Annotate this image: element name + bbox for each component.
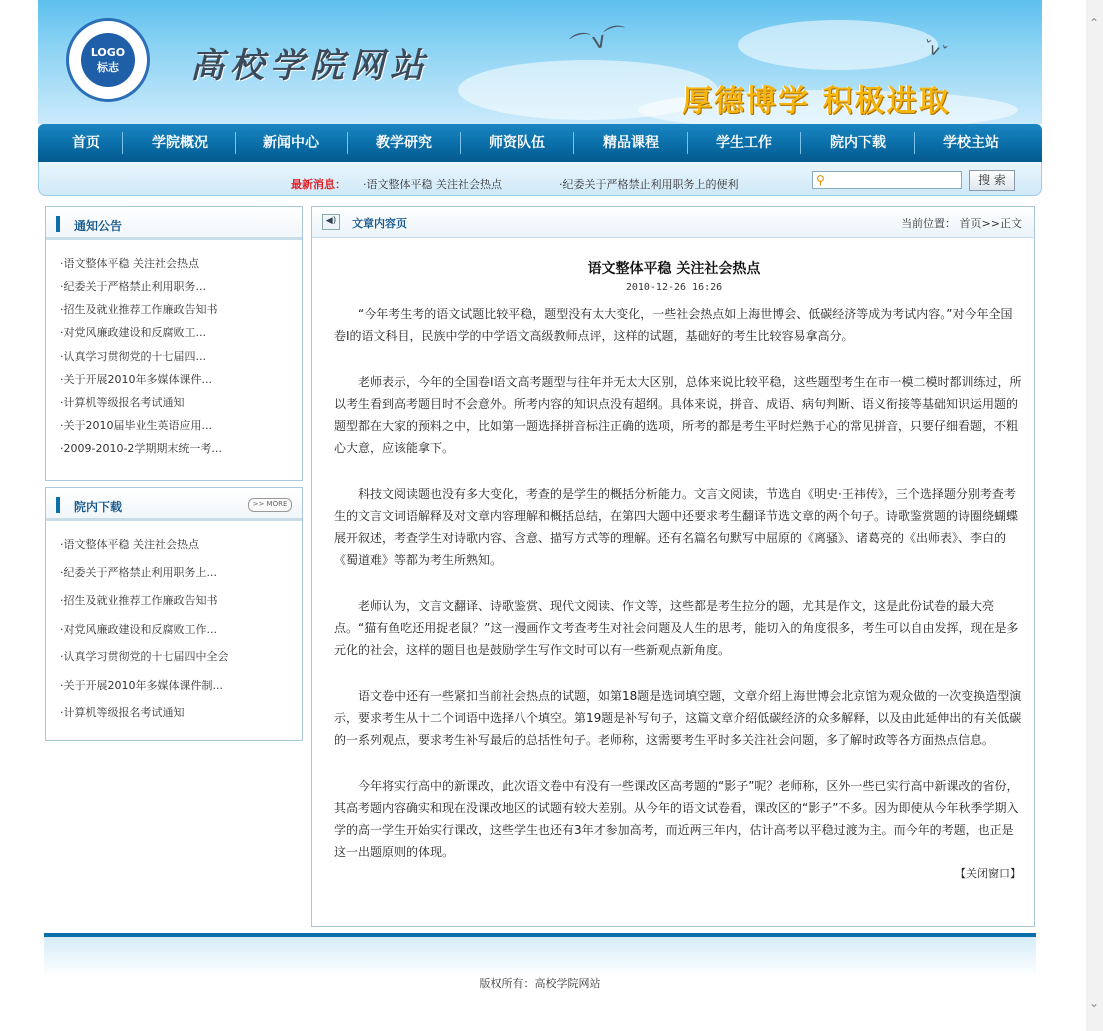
main-nav: [38, 124, 1042, 162]
breadcrumb[interactable]: 当前位置： 首页>>正文: [901, 217, 1022, 230]
nav-item-home[interactable]: 首页: [72, 135, 100, 151]
downloads-panel-header: [46, 488, 302, 521]
list-item[interactable]: ·招生及就业推荐工作廉政告知书: [60, 303, 218, 316]
copyright: 版权所有：高校学院网站: [479, 977, 601, 990]
list-item[interactable]: ·纪委关于严格禁止利用职务...: [60, 280, 206, 293]
close-window-link[interactable]: 【关闭窗口】: [955, 867, 1021, 880]
article-paragraph: 老师表示，今年的全国卷Ⅰ语文高考题型与往年并无太大区别，总体来说比较平稳，这些题型考生在市一模二模时都训练过，所以考生看到高考题目时不会意外。所考内容的知识点没有超纲。具体来说，拼音、成语、病句判断、语义衔接等基础知识运用题的题型都在大家的预料之中，比如第一题选择拼音标注正确的选项，所考的都是考生平时烂熟于心的常见拼音，只要仔细看题，不粗心大意，应该能拿下。: [334, 375, 1022, 455]
article-title: 语文整体平稳 关注社会热点: [587, 261, 761, 277]
downloads-panel: [45, 487, 303, 741]
search-button[interactable]: 搜 索: [969, 170, 1015, 191]
list-item[interactable]: ·计算机等级报名考试通知: [60, 396, 185, 409]
page: [38, 0, 1042, 124]
notice-panel-title: 通知公告: [74, 219, 123, 233]
list-item[interactable]: ·招生及就业推荐工作廉政告知书: [60, 594, 218, 607]
list-item[interactable]: ·语文整体平稳 关注社会热点: [60, 538, 199, 551]
article-panel: [311, 206, 1035, 927]
footer-band: [44, 937, 1036, 977]
search-input[interactable]: [831, 173, 959, 187]
site-logo[interactable]: [66, 18, 150, 102]
cloud-decoration: [738, 20, 938, 70]
nav-item-students[interactable]: 学生工作: [716, 135, 772, 151]
notice-panel: [45, 206, 303, 481]
scroll-up-icon[interactable]: ⌃: [1089, 16, 1100, 30]
article-paragraph: 老师认为，文言文翻译、诗歌鉴赏、现代文阅读、作文等，这些都是考生拉分的题，尤其是作文，这是此份试卷的最大亮点。“猫有鱼吃还用捉老鼠？”这一漫画作文考查考生对社会问题及人生的思考，能切入的角度很多，考生可以自由发挥，现在是多元化的社会，这样的题目也是鼓励学生写作文时可以有一些新观点新角度。: [334, 599, 1019, 657]
latest-news-item[interactable]: ·纪委关于严格禁止利用职务上的便利: [559, 178, 739, 191]
search-box: [812, 171, 962, 189]
list-item[interactable]: ·关于2010届毕业生英语应用...: [60, 419, 212, 432]
list-item[interactable]: ·认真学习贯彻党的十七届四...: [60, 350, 206, 363]
site-title: 高校学院网站: [190, 46, 430, 86]
nav-item-news[interactable]: 新闻中心: [263, 135, 319, 151]
nav-divider: [122, 132, 123, 154]
latest-news-label: 最新消息：: [291, 178, 346, 191]
latest-news-item[interactable]: ·语文整体平稳 关注社会热点: [363, 178, 502, 191]
seagull-icon: ˇvˇ: [919, 36, 950, 63]
article-paragraph: “今年考生考的语文试题比较平稳，题型没有太大变化，一些社会热点如上海世博会、低碳经济等成为考试内容。”对今年全国卷Ⅰ的语文科目，民族中学的中学语文高级教师点评，这样的试题，基础好的考生比较容易拿高分。: [334, 307, 1013, 343]
nav-item-main-site[interactable]: 学校主站: [943, 135, 999, 151]
site-motto: 厚德博学 积极进取: [682, 84, 951, 119]
article-panel-header: [312, 207, 1034, 238]
scroll-down-icon[interactable]: ⌄: [1089, 996, 1100, 1010]
logo-text: LOGO 标志: [81, 33, 135, 87]
nav-item-faculty[interactable]: 师资队伍: [489, 135, 545, 151]
more-button[interactable]: >> MORE: [248, 498, 292, 512]
header-accent-bar: [56, 216, 60, 232]
list-item[interactable]: ·对党风廉政建设和反腐败工...: [60, 326, 206, 339]
header-accent-bar: [56, 497, 60, 513]
nav-item-about[interactable]: 学院概况: [152, 135, 208, 151]
nav-item-courses[interactable]: 精品课程: [603, 135, 659, 151]
seagull-icon: ⌒v⌒: [568, 23, 630, 60]
article-panel-title: 文章内容页: [352, 217, 407, 230]
list-item[interactable]: ·认真学习贯彻党的十七届四中全会: [60, 650, 229, 663]
site-header: [38, 0, 1042, 124]
article-body: [334, 303, 1022, 887]
list-item[interactable]: ·关于开展2010年多媒体课件制...: [60, 679, 223, 692]
notice-panel-header: [46, 207, 302, 240]
speaker-icon: ◀): [322, 214, 340, 230]
nav-item-downloads[interactable]: 院内下载: [830, 135, 886, 151]
downloads-panel-title: 院内下载: [74, 500, 123, 514]
list-item[interactable]: ·关于开展2010年多媒体课件...: [60, 373, 212, 386]
article-paragraph: 今年将实行高中的新课改，此次语文卷中有没有一些课改区高考题的“影子”呢？老师称，区外一些已实行高中新课改的省份，其高考题内容确实和现在没课改地区的试题有较大差别。从今年的语文试卷看，课改区的“影子”不多。因为即使从今年秋季学期入学的高一学生开始实行课改，这些学生也还有3年才参加高考，而近两三年内，估计高考以平稳过渡为主。而今年的考题，也正是这一出题原则的体现。: [334, 779, 1019, 859]
article-paragraph: 语文卷中还有一些紧扣当前社会热点的试题，如第18题是选词填空题，文章介绍上海世博会北京馆为观众做的一次变换造型演示，要求考生从十二个词语中选择八个填空。第19题是补写句子，这篇文章介绍低碳经济的众多解释，以及由此延伸出的有关低碳的一系列观点，要求考生补写最后的总括性句子。老师称，这需要考生平时多关注社会问题，多了解时政等各方面热点信息。: [334, 689, 1022, 747]
list-item[interactable]: ·计算机等级报名考试通知: [60, 706, 185, 719]
article-paragraph: 科技文阅读题也没有多大变化，考查的是学生的概括分析能力。文言文阅读，节选自《明史·王祎传》，三个选择题分别考查考生的文言文词语解释及对文章内容理解和概括总结，在第四大题中还要求考生翻译节选文章的两个句子。诗歌鉴赏题的诗圈绕蝴蝶展开叙述，考查学生对诗歌内容、含意、描写方式等的理解。还有名篇名句默写中屈原的《离骚》、诸葛亮的《出师表》、李白的《蜀道难》等都为考生所熟知。: [334, 487, 1019, 567]
article-date: 2010-12-26 16:26: [625, 282, 723, 293]
scrollbar[interactable]: [1086, 0, 1103, 1031]
news-search-bar: [38, 162, 1042, 196]
search-icon: ⚲: [816, 173, 825, 187]
list-item[interactable]: ·语文整体平稳 关注社会热点: [60, 257, 199, 270]
list-item[interactable]: ·2009-2010-2学期期末统一考...: [60, 442, 222, 455]
list-item[interactable]: ·对党风廉政建设和反腐败工作...: [60, 623, 217, 636]
nav-item-research[interactable]: 教学研究: [376, 135, 432, 151]
list-item[interactable]: ·纪委关于严格禁止利用职务上...: [60, 566, 217, 579]
